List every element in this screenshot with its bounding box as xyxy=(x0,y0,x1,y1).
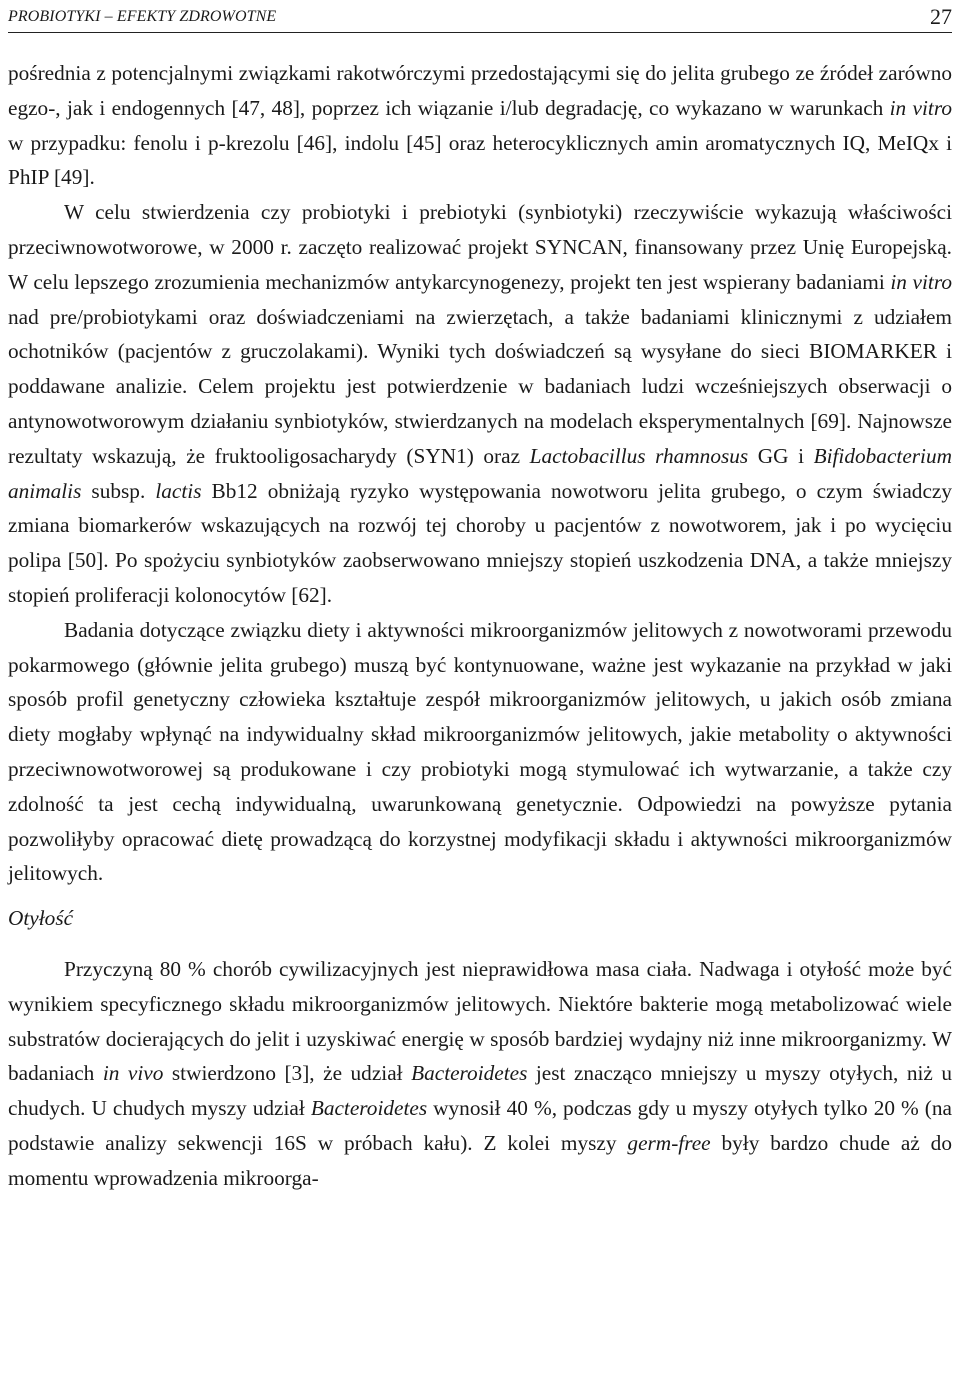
text-run: subsp. xyxy=(81,478,156,503)
text-run: W celu stwierdzenia czy probiotyki i prebiotyki (synbiotyki) rzeczywiście wykazują właściwości przeciwnowotworowe, w 2000 r. zaczęto realizować projekt SYNCAN, finansowany przez Unię Europejską. W celu lepszego zrozumienia mechanizmów antykarcynogenezy, projekt ten jest wspierany badaniami xyxy=(8,200,952,294)
page-number: 27 xyxy=(930,4,952,29)
italic-text-run: Bifidobacterium animalis xyxy=(8,443,953,503)
body-text xyxy=(8,56,952,1196)
text-run: były bardzo chude aż do momentu wprowadzenia mikroorga- xyxy=(8,1130,952,1190)
section-heading: Otyłość xyxy=(8,906,74,931)
paragraph-2 xyxy=(8,195,952,613)
text-run: Przyczyną 80 % chorób cywilizacyjnych jest nieprawidłowa masa ciała. Nadwaga i otyłość może być wynikiem specyficznego składu mikroorganizmów jelitowych. Niektóre bakterie mogą metabolizować wiele substratów docierających do jelit i uzyskiwać energię w sposób bardziej wydajny niż inne mikroorganizmy. W badaniach xyxy=(8,956,952,1086)
text-run: nad pre/probiotykami oraz doświadczeniami na zwierzętach, a także badaniami klinicznymi z udziałem ochotników (pacjentów z gruczolakami). Wyniki tych doświadczeń są wysyłane do sieci BIOMARKER i poddawane analizie. Celem projektu jest potwierdzenie w badaniach ludzi wcześniejszych obserwacji o antynowotworowym działaniu synbiotyków, stwierdzanych na modelach eksperymentalnych [69]. Najnowsze rezultaty wskazują, że fruktooligosacharydy (SYN1) oraz xyxy=(8,304,952,468)
paragraph-4 xyxy=(8,952,952,1196)
italic-text-run: germ-free xyxy=(627,1130,711,1155)
italic-text-run: Lactobacillus rhamnosus xyxy=(529,443,749,468)
text-run: Badania dotyczące związku diety i aktywności mikroorganizmów jelitowych z nowotworami przewodu pokarmowego (głównie jelita grubego) muszą być kontynuowane, ważne jest wykazanie na przykład w jaki sposób profil genetyczny człowieka kształtuje zespół mikroorganizmów jelitowych, u jakich osób zmiana diety mogłaby wpłynąć na indywidualny skład mikroorganizmów jelitowych, jakie metabolity o aktywności przeciwnowotworowej są produkowane i czy probiotyki mogą stymulować ich wytwarzanie, a także czy zdolność ta jest cechą indywidualną, uwarunkowaną genetycznie. Odpowiedzi na powyższe pytania pozwoliłyby opracować dietę prowadzącą do korzystnej modyfikacji składu i aktywności mikroorganizmów jelitowych. xyxy=(8,617,952,886)
text-run: jest znacząco mniejszy u myszy otyłych, niż u chudych. U chudych myszy udział xyxy=(8,1061,952,1121)
text-run: pośrednia z potencjalnymi związkami rakotwórczymi przedostającymi się do jelita grubego ze źródeł zarówno egzo-, jak i endogennych [47, 48], poprzez ich wiązanie i/lub degradację, co wykazano w warunkach xyxy=(8,61,952,120)
text-run: stwierdzono [3], że udział xyxy=(163,1061,412,1086)
paragraph-3 xyxy=(8,613,952,891)
text-run: w przypadku: fenolu i p-krezolu [46], indolu [45] oraz heterocyklicznych amin aromatycznych IQ, MeIQx i PhIP [49]. xyxy=(8,130,952,190)
italic-text-run: Bacteroidetes xyxy=(310,1096,428,1121)
italic-text-run: in vitro xyxy=(889,95,952,120)
text-run: Bb12 obniżają ryzyko występowania nowotworu jelita grubego, o czym świadczy zmiana biomarkerów wskazujących na rozwój tej choroby u pacjentów z nowotworem, jak i po wycięciu polipa [50]. Po spożyciu synbiotyków zaobserwowano mniejszy stopień uszkodzenia DNA, a także mniejszy stopień proliferacji kolonocytów [62]. xyxy=(8,478,953,607)
document-page xyxy=(8,0,952,1379)
italic-text-run: in vivo xyxy=(102,1061,164,1086)
italic-text-run: in vitro xyxy=(890,269,952,294)
text-run: wynosił 40 %, podczas gdy u myszy otyłych tylko 20 % (na podstawie analizy sekwencji 16S w próbach kału). Z kolei myszy xyxy=(8,1096,952,1155)
text-run: GG i xyxy=(748,443,814,468)
paragraph-1 xyxy=(8,56,952,195)
italic-text-run: Bacteroidetes xyxy=(411,1061,528,1086)
italic-text-run: lactis xyxy=(155,478,202,503)
running-title: PROBIOTYKI – EFEKTY ZDROWOTNE xyxy=(8,8,277,25)
running-header xyxy=(8,6,952,33)
